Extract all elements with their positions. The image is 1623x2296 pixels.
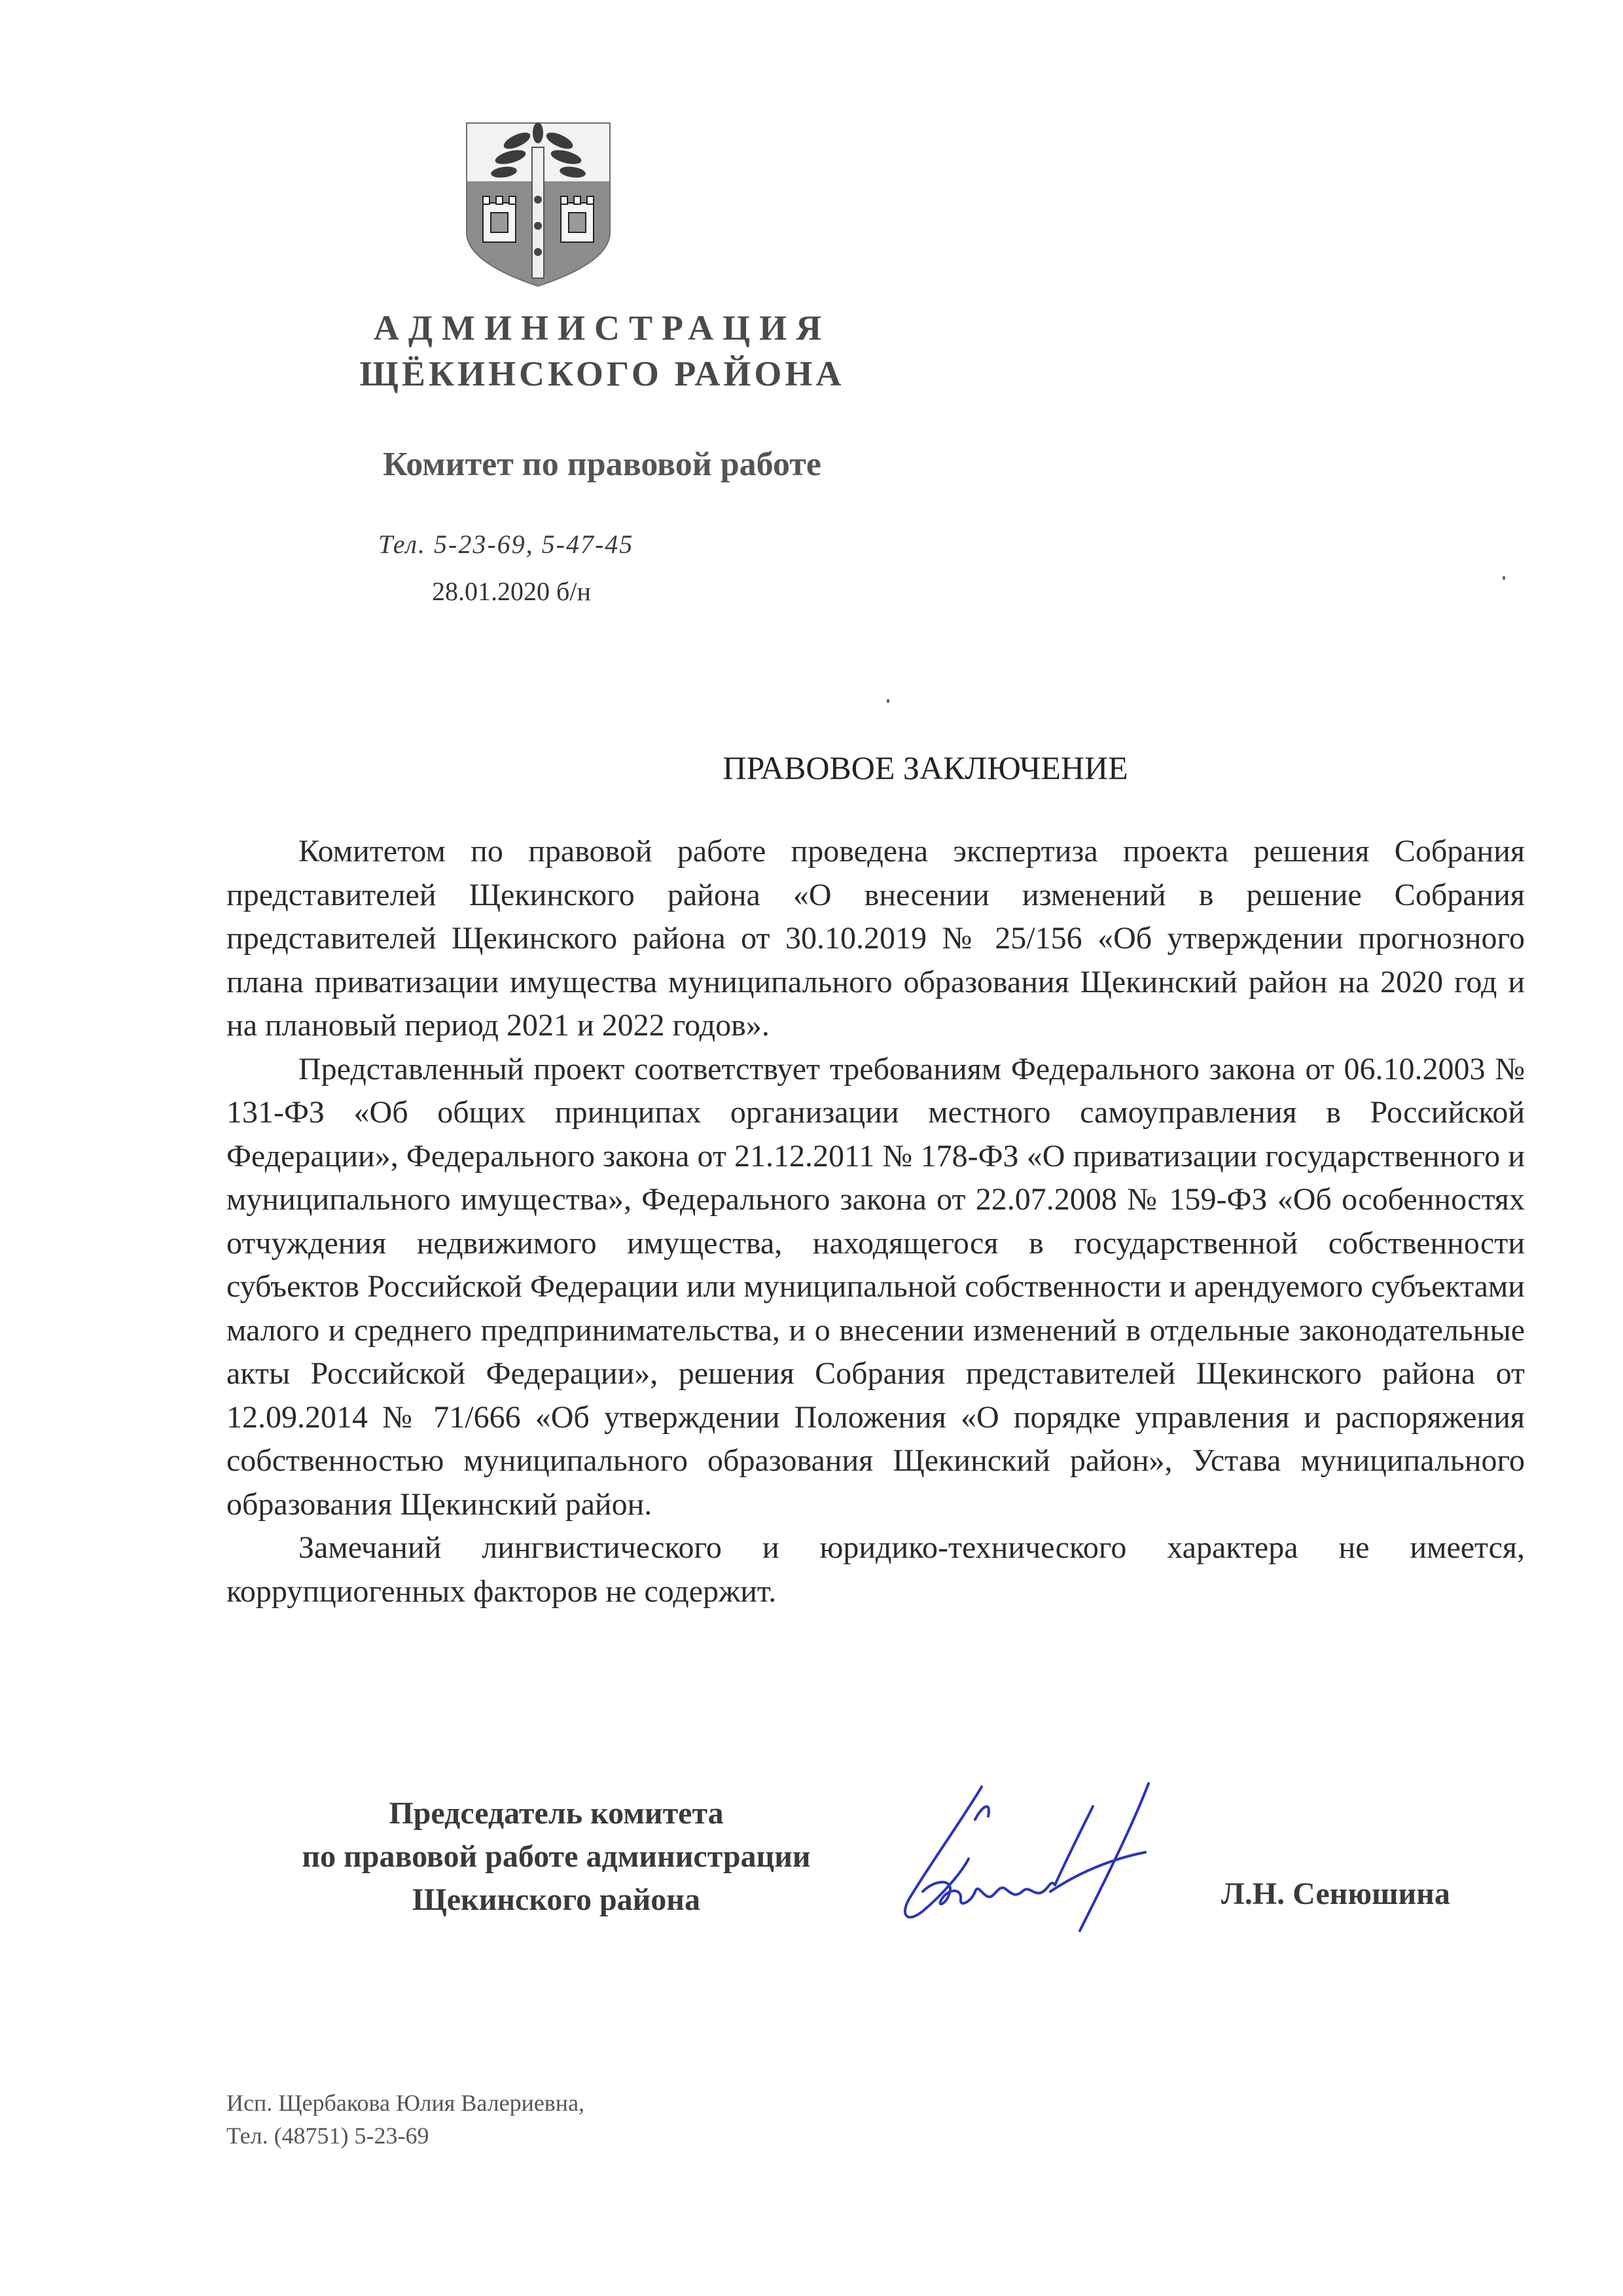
signer-position-line: Председатель комитета: [389, 1796, 724, 1831]
signer-name: Л.Н. Сенюшина: [1221, 1876, 1450, 1911]
handwritten-signature-icon: [883, 1780, 1191, 1937]
executor-name: Исп. Щербакова Юлия Валериевна,: [226, 2090, 585, 2116]
signer-position: [236, 1792, 877, 1922]
signer-position-line: по правовой работе администрации: [302, 1839, 811, 1874]
document-date: 28.01.2020 б/н: [432, 577, 591, 606]
document-body: [226, 830, 1525, 1613]
signer-position-line: Щекинского района: [412, 1882, 700, 1917]
body-paragraph: Комитетом по правовой работе проведена экспертиза проекта решения Собрания представителей Щекинского района «О внесении изменений в решение Собрания представителей Щекинского района от 30.10.2019 № 25/156 «Об утверждении прогнозного плана приватизации имущества муниципального образования Щекинский район на 2020 год и на плановый период 2021 и 2022 годов».: [226, 834, 1525, 1043]
scan-speck: [887, 699, 889, 703]
body-paragraph: Замечаний лингвистического и юридико-технического характера не имеется, коррупциогенных факторов не содержит.: [226, 1530, 1525, 1609]
executor-phone: Тел. (48751) 5-23-69: [226, 2123, 429, 2149]
contact-phones: Тел. 5-23-69, 5-47-45: [378, 529, 634, 559]
organization-name-line2: ЩЁКИНСКОГО РАЙОНА: [359, 354, 845, 393]
committee-name: Комитет по правовой работе: [383, 446, 821, 483]
scan-speck: [1503, 576, 1505, 580]
coat-of-arms-icon: [465, 121, 612, 288]
body-paragraph: Представленный проект соответствует требованиям Федерального закона от 06.10.2003 № 131-ФЗ «Об общих принципах организации местного самоуправления в Российской Федерации», Федерального закона от 21.12.2011 № 178-ФЗ «О приватизации государственного и муниципального имущества», Федерального закона от 22.07.2008 № 159-ФЗ «Об особенностях отчуждения недвижимого имущества, находящегося в государственной собственности субъектов Российской Федерации или муниципальной собственности и арендуемого субъектами малого и среднего предпринимательства, и о внесении изменений в отдельные законодательные акты Российской Федерации», решения Собрания представителей Щекинского района от 12.09.2014 № 71/666 «Об утверждении Положения «О порядке управления и распоряжения собственностью муниципального образования Щекинский район», Устава муниципального образования Щекинский район.: [226, 1051, 1525, 1522]
executor-info: [226, 2087, 584, 2152]
organization-name-line1: АДМИНИСТРАЦИЯ: [373, 308, 831, 348]
document-title: ПРАВОВОЕ ЗАКЛЮЧЕНИЕ: [722, 749, 1128, 786]
